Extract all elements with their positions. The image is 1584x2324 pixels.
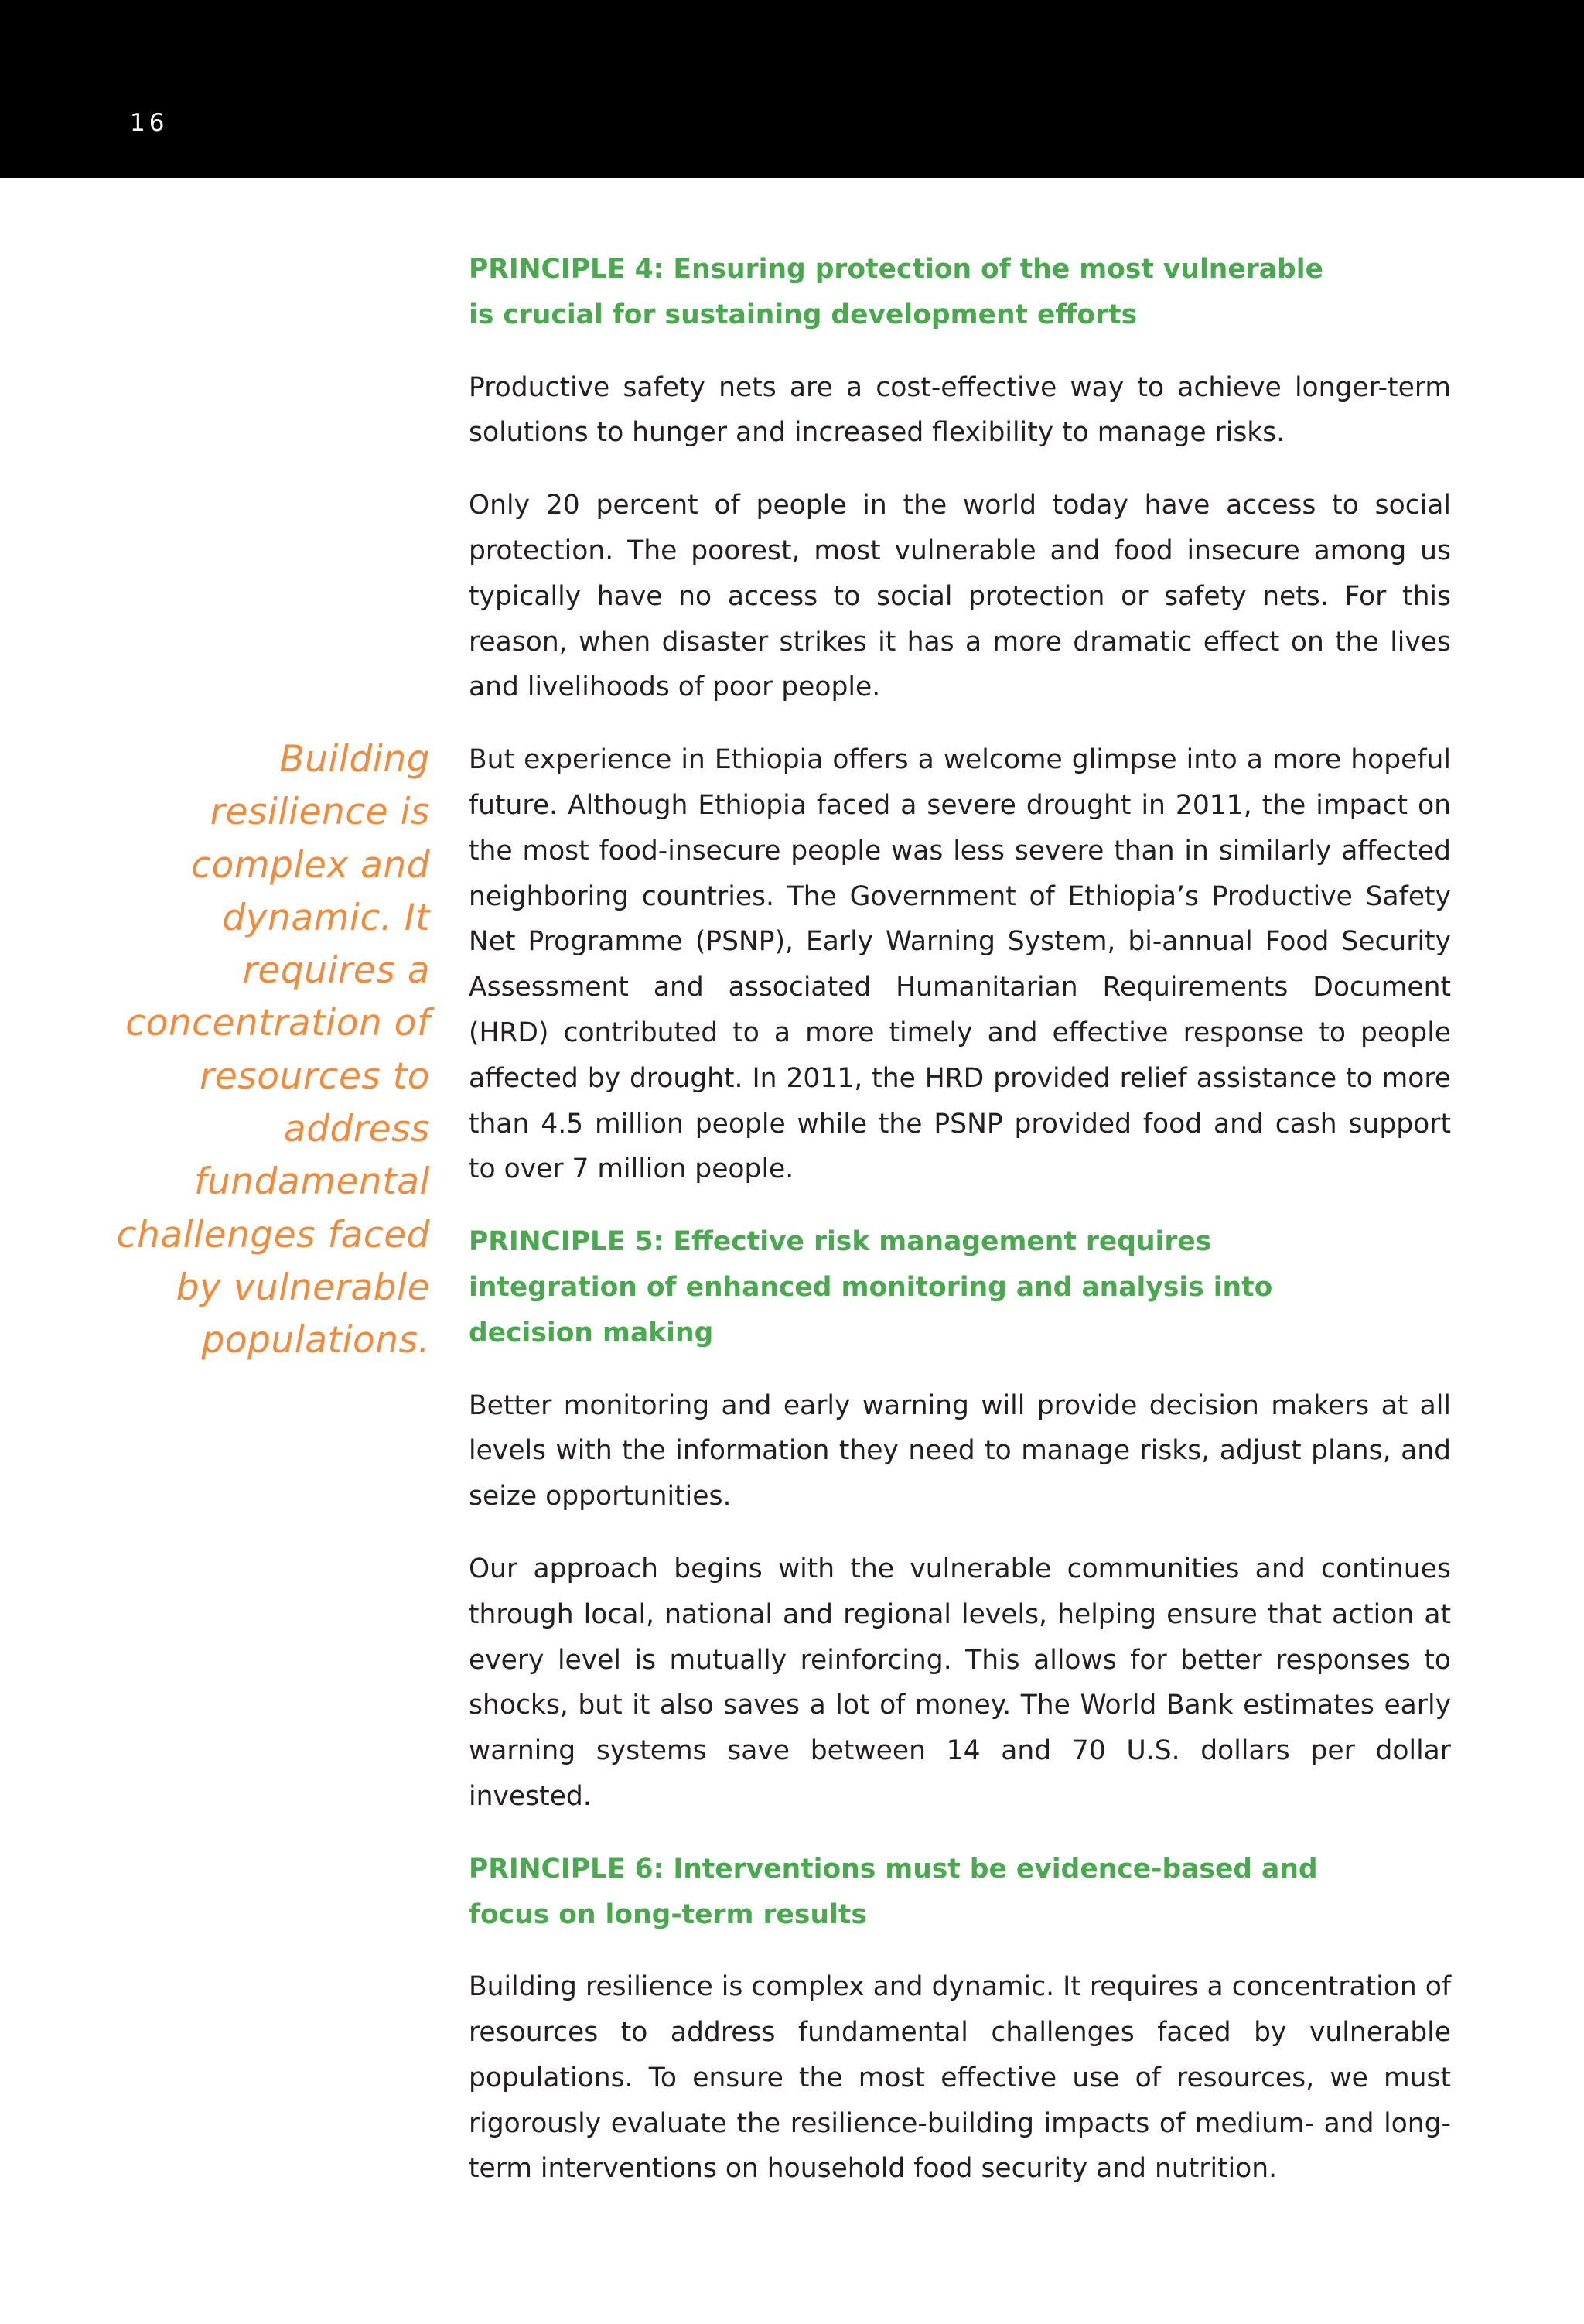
principle-6-paragraph-1: Building resilience is complex and dynamic. It requires a concentration of resources to address fundamental challenges faced by vulnerable populations. To ensure the most effective use of resources, we must rigorously evaluate the resilience-building impacts of medium- and long-term interventions on household food security and nutrition.	[469, 1971, 1451, 2185]
header-band	[0, 0, 1584, 178]
principle-4-paragraph-3: But experience in Ethiopia offers a welcome glimpse into a more hopeful future. Although Ethiopia faced a severe drought in 2011, the impact on the most food-insecure people was less severe than in similarly affected neighboring countries. The Government of Ethiopia’s Productive Safety Net Programme (PSNP), Early Warning System, bi-annual Food Security Assessment and associated Humanitarian Requirements Document (HRD) contributed to a more timely and effective response to people affected by drought. In 2011, the HRD provided relief assistance to more than 4.5 million people while the PSNP provided food and cash support to over 7 million people.	[469, 744, 1451, 1185]
principle-5-heading: PRINCIPLE 5: Effective risk management requires integration of enhanced monitoring and analysis into decision making	[469, 1226, 1273, 1348]
principle-4-section	[469, 247, 1451, 1192]
principle-5-paragraph-2: Our approach begins with the vulnerable communities and continues through local, national and regional levels, helping ensure that action at every level is mutually reinforcing. This allows for better responses to shocks, but it also saves a lot of money. The World Bank estimates early warning systems save between 14 and 70 U.S. dollars per dollar invested.	[469, 1553, 1451, 1812]
principle-4-paragraph-1: Productive safety nets are a cost-effective way to achieve longer-term solutions to hunger and increased flexibility to manage risks.	[469, 371, 1451, 449]
principle-5-paragraph-1: Better monitoring and early warning will provide decision makers at all levels with the information they need to manage risks, adjust plans, and seize opportunities.	[469, 1389, 1451, 1512]
principle-6-section	[469, 1847, 1451, 2192]
pull-quote: Building resilience is complex and dynamic. It requires a concentration of resources to address fundamental challenges faced by vulnerable populations.	[116, 738, 430, 1362]
page-number: 16	[130, 109, 169, 137]
principle-4-paragraph-2: Only 20 percent of people in the world today have access to social protection. The poorest, most vulnerable and food insecure among us typically have no access to social protection or safety nets. For this reason, when disaster strikes it has a more dramatic effect on the lives and livelihoods of poor people.	[469, 490, 1451, 703]
main-column	[469, 247, 1451, 2219]
principle-5-section	[469, 1219, 1451, 1820]
principle-4-heading: PRINCIPLE 4: Ensuring protection of the most vulnerable is crucial for sustaining development efforts	[469, 254, 1323, 330]
principle-6-heading: PRINCIPLE 6: Interventions must be evidence-based and focus on long-term results	[469, 1853, 1318, 1930]
